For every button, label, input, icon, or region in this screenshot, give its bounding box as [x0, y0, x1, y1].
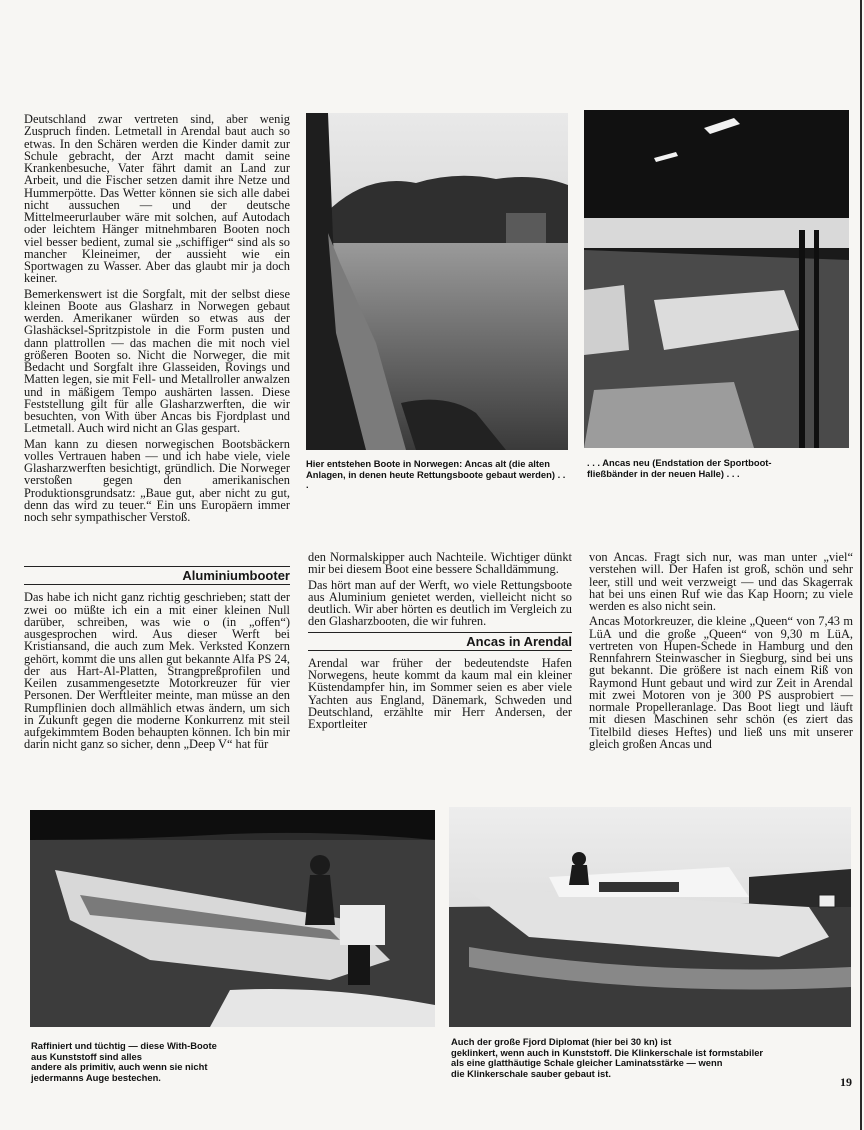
article-column-middle: [308, 551, 572, 733]
paragraph: Deutschland zwar vertreten sind, aber wenig Zuspruch finden. Letmetall in Arendal baut auch so etwas. In den Schären werden die Kinder damit zur Schule gebracht, der Arzt macht damit seine Krankenbesuche, Vater fährt damit an Land zur Arbeit, und die Fischer setzen damit ihre Netze und Hummerpötte. Das Wetter können sie sich alle dabei nicht aussuchen — und der deutsche Mittelmeerurlauber wäre mit solchen, auf Autodach oder leichtem Hänger mitnehmbaren Booten noch viel besser bedient, zumal sie „schiffiger“ sind als so mancher Kleineimer, der aussieht wie ein Sportwagen zu Wasser. Aber das glaubt mir ja doch keiner.: [24, 112, 290, 286]
paragraph: den Normalskipper auch Nachteile. Wichtiger dünkt mir bei diesem Boot eine bessere Schalldämmung.: [308, 550, 572, 577]
paragraph: Arendal war früher der bedeutendste Hafen Norwegens, heute kommt da kaum mal ein kleiner Küstendampfer hin, im Sommer seien es aber viele Yachten aus England, Dänemark, Schweden und Deutschland, erzählte mir Herr Andersen, der Exportleiter: [308, 655, 572, 731]
caption-with-boat: [31, 1041, 291, 1083]
caption-line: andere als primitiv, auch wenn sie nicht: [31, 1061, 208, 1073]
caption-line: Auch der große Fjord Diplomat (hier bei 30 kn) ist: [451, 1036, 672, 1047]
page-edge: [860, 0, 862, 1130]
page-number: 19: [840, 1075, 852, 1089]
caption-line: jedermanns Auge bestechen.: [31, 1071, 161, 1083]
article-column-left-top: [24, 113, 290, 526]
paragraph: Man kann zu diesen norwegischen Bootsbäckern volles Vertrauen haben — und ich habe viele, viele Glasharzwerften besichtigt, gründlich. Die Norweger verstoßen gegen den amerikanischen Produktionsgrundsatz: „Baue gut, aber nicht zu gut, denn das wird zu teuer.“ Ein uns Europäern immer noch sehr sympathischer Verstoß.: [24, 436, 290, 524]
caption-fjord-diplomat: [451, 1037, 846, 1079]
article-column-left-bottom: [24, 562, 290, 754]
section-heading-ancas-in-arendal: Ancas in Arendal: [308, 632, 572, 651]
caption-line: aus Kunststoff sind alles: [31, 1050, 142, 1062]
caption-line: die Klinkerschale sauber gebaut ist.: [451, 1067, 611, 1079]
paragraph: Ancas Motorkreuzer, die kleine „Queen“ von 7,43 m LüA und die große „Queen“ von 9,30 m LüA, vertreten von Hupen-Schede in Hamburg und den Rennfahrern Steinwascher in Siegburg, sind bei uns gut bekannt. Die größere ist nach einem Riß von Raymond Hunt gebaut und wird zur Zeit in Arendal mit zwei Motoren von je 300 PS ausprobiert — normale Propelleranlage. Das Boot liegt und läuft mit diesen Maschinen sehr schön (es ziert das Titelbild dieses Heftes) und ließ uns mit unserer gleich großen Ancas und: [589, 614, 853, 751]
photo-with-boat: [30, 810, 435, 1027]
caption-line: als eine glatthäutige Schale gleicher Laminatsstärke — wenn: [451, 1057, 723, 1069]
photo-fjord-diplomat: [449, 807, 851, 1027]
photo-harbor-old-yard: [306, 113, 568, 450]
caption-line: geklinkert, wenn auch in Kunststoff. Die Klinkerschale ist formstabiler: [451, 1046, 764, 1058]
article-column-right: [589, 551, 853, 753]
paragraph: Das hört man auf der Werft, wo viele Rettungsboote aus Aluminium genietet werden, vielleicht nicht so deutlich. Wir aber hörten es deutlich im Vergleich zu den Glasharzbooten, die wir fuhren.: [308, 577, 572, 629]
section-heading-aluminiumbooter: Aluminiumbooter: [24, 566, 290, 585]
photo-ancas-new-hall: [584, 110, 849, 448]
caption-harbor: Hier entstehen Boote in Norwegen: Ancas alt (die alten Anlagen, in denen heute Rettungsboote gebaut werden) . . .: [306, 458, 566, 491]
caption-line: Raffiniert und tüchtig — diese With-Boote: [31, 1040, 217, 1051]
caption-new-hall: . . . Ancas neu (Endstation der Sportboot-fließbänder in der neuen Halle) . . .: [587, 457, 772, 479]
paragraph: Das habe ich nicht ganz richtig geschrieben; statt der zwei oo müßte ich ein a mit einer kleinen Null darüber, schreiben, was wie o (in „offen“) ausgesprochen wird. Aus dieser Werft bei Kristiansand, die auch zum Mek. Verksted Konzern gehört, kommt die uns allen gut bekannte Alfa PS 24, der aus Hart-Al-Platten, Strangpreßprofilen und Keilen zusammengesetzte Motorkreuzer für vier Personen. Der Werftleiter meinte, man müsse an den Rumpflinien doch allmählich etwas ändern, um sich in Zukunft gegen die moderne Konkurrenz mit steil aufgekimmtem Boden behaupten können. Ich bin mir darin nicht ganz so sicher, denn „Deep V“ hat für: [24, 590, 290, 752]
paragraph: von Ancas. Fragt sich nur, was man unter „viel“ verstehen will. Der Hafen ist groß, schön und sehr leer, still und weit verzweigt — und das Skagerrak hat bei uns einen Ruf wie das Kap Hoorn; zu viele werden es also nicht sein.: [589, 550, 853, 613]
paragraph: Bemerkenswert ist die Sorgfalt, mit der selbst diese kleinen Boote aus Glasharz in Norwegen gebaut werden. Amerikaner würden so etwas aus der Glashäcksel-Spritzpistole in die Form pusten und dann plattrollen — das machen die mit noch viel größeren Booten so. Nicht die Norweger, die mit Bedacht und Sorgfalt ihre Glasseiden, Rovings und Matten legen, sie mit Fell- und Metallroller anwalzen und in mäßigem Tempo aushärten lassen. Diese Feststellung gilt für alle Glasharzwerften, die wir besuchten, von With über Ancas bis Fjordplast und Letmetall. Auch wird nicht an Glas gespart.: [24, 286, 290, 436]
